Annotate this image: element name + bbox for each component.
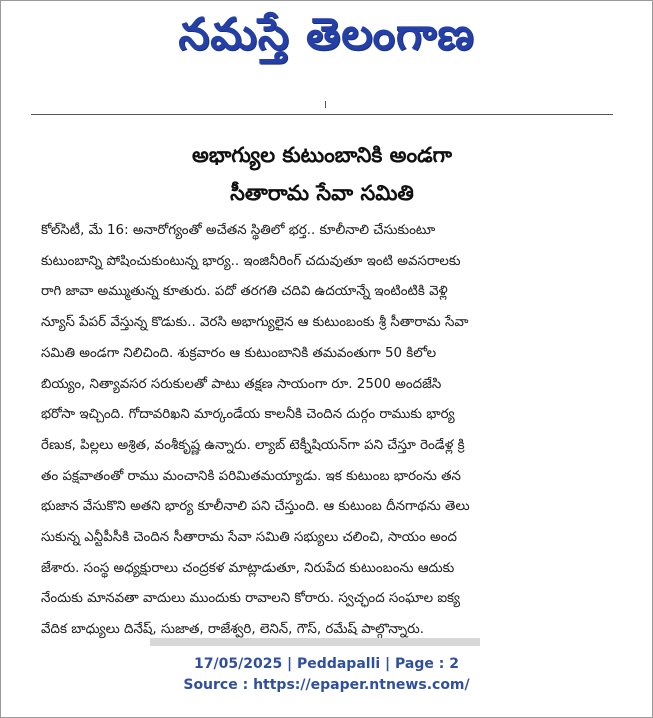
body-line: కుటుంబాన్ని పోషించుకుంటున్న భార్య.. ఇంజినీరింగ్ చదువుతూ ఇంటి అవసరాలకు [41, 253, 461, 269]
footer-source-link[interactable]: Source : https://epaper.ntnews.com/ [183, 677, 470, 693]
body-line: న్యూస్ పేపర్ వేస్తున్న కొడుకు.. వెరసి అభాగ్యులైన ఆ కుటుంబంకు శ్రీ సీతారామ సేవా [41, 315, 469, 331]
header-rule [31, 114, 613, 115]
newspaper-masthead [0, 0, 653, 80]
headline-line-1: అభాగ్యుల కుటుంబానికి అండగా [192, 143, 452, 167]
body-line: రాగి జావా అమ్ముతున్న కూతురు. పదో తరగతి చదివి ఉదయాన్నే ఇంటింటికి వెళ్లి [41, 284, 448, 300]
body-line: భుజాన వేసుకొని అతని భార్య కూలీనాలి పని చేస్తుంది. ఆ కుటుంబ దీనగాథను తెలు [41, 499, 470, 515]
clipped-text-fragment [150, 638, 480, 646]
body-line: నేందుకు మానవతా వాదులు ముందుకు రావాలని కోరారు. స్వచ్ఛంద సంఘాల ఐక్య [41, 591, 460, 607]
body-line: భరోసా ఇచ్చింది. గోదావరిఖని మార్కండేయ కాలనీకి చెందిన దుర్గం రాముకు భార్య [41, 407, 455, 423]
body-line: రేణుక, పిల్లలు అశ్రిత, వంశీకృష్ణ ఉన్నారు. ల్యాబ్ టెక్నీషియన్‌గా పని చేస్తూ రెండేళ్ల క్రి [41, 437, 465, 453]
body-line: సమితి అండగా నిలిచింది. శుక్రవారం ఆ కుటుంబానికి తమవంతుగా 50 కిలోల [41, 345, 437, 361]
article-body [41, 216, 613, 646]
clipped-next-headline [150, 628, 480, 646]
body-line: తం పక్షవాతంతో రాము మంచానికి పరిమితమయ్యాడు. ఇక కుటుంబ భారంను తన [41, 468, 461, 484]
body-line: వేదిక బాధ్యులు దినేష్, సుజాత, రాజేశ్వరి, లెనిన్, గౌస్, రమేష్ పాల్గొన్నారు. [41, 622, 425, 638]
body-line: జేశారు. సంస్థ అధ్యక్షురాలు చంద్రకళ మాట్లాడుతూ, నిరుపేద కుటుంబంను ఆదుకు [41, 560, 455, 576]
headline-line-2: సీతారామ సేవా సమితి [230, 181, 414, 205]
article-headline [31, 136, 613, 212]
body-line: కోల్‌సిటీ, మే 16: అనారోగ్యంతో అచేతన స్థితిలో భర్త.. కూలీనాలి చేసుకుంటూ [41, 223, 436, 238]
footer-date-edition: 17/05/2025 | Peddapalli | Page : 2 [194, 656, 459, 672]
body-line: బియ్యం, నిత్యావసర సరుకులతో పాటు తక్షణ సాయంగా రూ. 2500 అందజేసి [41, 376, 442, 392]
page-footer [0, 654, 653, 696]
body-line: సుకున్న ఎన్టీపీసీకి చెందిన సీతారామ సేవా సమితి సభ్యులు చలించి, సాయం అంద [41, 530, 457, 546]
column-tick [325, 101, 326, 108]
masthead-title: నమస్తే తెలంగాణ [178, 9, 475, 60]
